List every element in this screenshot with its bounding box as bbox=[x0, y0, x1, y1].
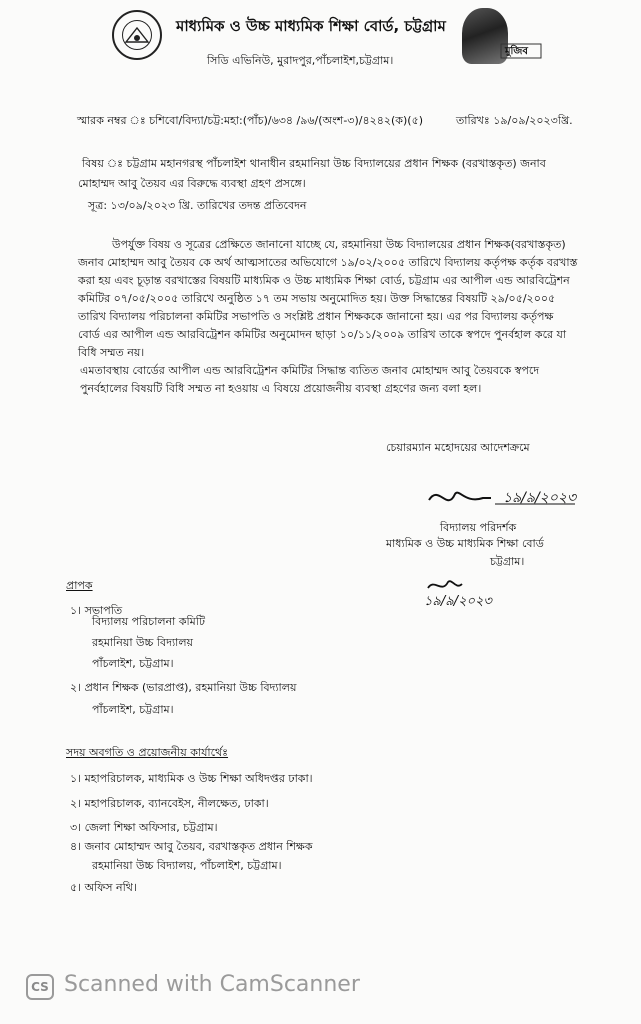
signatory-city: চট্টগ্রাম। bbox=[490, 555, 525, 568]
body-line: এমতাবস্থায় বোর্ডের আপীল এন্ড আরবিট্রেশন কমিটির সিদ্ধান্ত ব্যতিত জনাব মোহাম্মদ আবু তৈয়বকে স্বপদে bbox=[80, 364, 540, 377]
body-line: তারিখ বিদ্যালয় পরিচালনা কমিটির সভাপতি ও সংশ্লিষ্ট প্রধান শিক্ষককে জানানো হয়। এর পর বিদ্যালয় কর্তৃপক্ষ bbox=[78, 310, 554, 323]
copies-heading: সদয় অবগতি ও প্রয়োজনীয় কার্যার্থেঃ bbox=[66, 746, 229, 759]
recipients-heading: প্রাপক bbox=[66, 579, 93, 592]
initial-date: ১৯/৯/২০২৩ bbox=[424, 594, 492, 609]
copy-item: ৪। জনাব মোহাম্মদ আবু তৈয়ব, বরখাস্তকৃত প্রধান শিক্ষক bbox=[70, 840, 313, 853]
signature-image bbox=[425, 478, 585, 518]
board-title: মাধ্যমিক ও উচ্চ মাধ্যমিক শিক্ষা বোর্ড, চট্টগ্রাম bbox=[176, 17, 446, 35]
subject-line-1: বিষয় ঃ চট্টগ্রাম মহানগরস্থ পাঁচলাইশ থানাধীন রহমানিয়া উচ্চ বিদ্যালয়ের প্রধান শিক্ষক (বরখাস্তকৃত) জনাব bbox=[82, 157, 546, 170]
board-address: সিডি এভিনিউ, মুরাদপুর,পাঁচলাইশ,চট্টগ্রাম। bbox=[207, 54, 394, 67]
memo-date: তারিখঃ ১৯/০৯/২০২৩খ্রি. bbox=[456, 114, 573, 127]
copy-item: ৫। অফিস নথি। bbox=[70, 881, 137, 894]
signature-date: ১৯/৯/২০২৩ bbox=[503, 490, 577, 506]
signatory-office: মাধ্যমিক ও উচ্চ মাধ্যমিক শিক্ষা বোর্ড bbox=[386, 537, 544, 550]
source-reference: সূত্র: ১৩/০৯/২০২৩ খ্রি. তারিখের তদন্ত প্রতিবেদন bbox=[88, 199, 307, 212]
copy-item: ১। মহাপরিচালক, মাধ্যমিক ও উচ্চ শিক্ষা অধিদপ্তর ঢাকা। bbox=[70, 772, 313, 785]
recipient-item: ২। প্রধান শিক্ষক (ভারপ্রাপ্ত), রহমানিয়া উচ্চ বিদ্যালয় bbox=[70, 681, 297, 694]
body-line: বোর্ড এর আপীল এন্ড আরবিট্রেশন কমিটির অনুমোদন ছাড়া ১০/১১/২০০৯ তারিখ তাকে স্বপদে পুনর্বহাল করে যা bbox=[78, 328, 567, 341]
body-line: বিধি সম্মত নয়। bbox=[78, 346, 145, 359]
board-emblem-icon bbox=[112, 10, 162, 60]
body-line: পুনর্বহালের বিষয়টি বিধি সম্মত না হওয়ায় এ বিষয়ে প্রয়োজনীয় ব্যবস্থা গ্রহণের জন্য বলা হল। bbox=[80, 382, 482, 395]
recipient-item: ১। সভাপতি bbox=[70, 604, 123, 617]
camscanner-icon: CS bbox=[26, 974, 54, 1000]
body-line: জনাব মোহাম্মদ আবু তৈয়ব কে অর্থ আত্মসাতের অভিযোগে ১৯/০২/২০০৫ তারিখে বিদ্যালয় কর্তৃপক্ষ কর্তৃক বরখাস্ত bbox=[78, 256, 578, 269]
mujib-badge-text: মুজিব bbox=[505, 46, 528, 57]
signatory-designation: বিদ্যালয় পরিদর্শক bbox=[440, 521, 517, 534]
body-line: করা হয় এবং চূড়ান্ত বরখাস্তের বিষয়টি মাধ্যমিক ও উচ্চ মাধ্যমিক শিক্ষা বোর্ড, চট্টগ্রাম এর আপীল এন্ড আরবিট্রেশন bbox=[78, 274, 570, 287]
initial-signature-image bbox=[418, 576, 518, 614]
recipient-item-line: রহমানিয়া উচ্চ বিদ্যালয় bbox=[92, 636, 194, 649]
recipient-item-line: পাঁচলাইশ, চট্টগ্রাম। bbox=[92, 657, 174, 670]
body-line: উপর্যুক্ত বিষয় ও সূত্রের প্রেক্ষিতে জানানো যাচ্ছে যে, রহমানিয়া উচ্চ বিদ্যালয়ের প্রধান শিক্ষক(বরখাস্তকৃত) bbox=[112, 238, 566, 251]
memo-number: স্মারক নম্বর ঃ চশিবো/বিদ্যা/চট্ট:মহা:(পাঁচ)/৬৩৪ /৯৬/(অংশ-৩)/৪২৪২(ক)(৫) bbox=[77, 114, 424, 127]
copy-item: ৩। জেলা শিক্ষা অফিসার, চট্টগ্রাম। bbox=[70, 821, 218, 834]
body-line: কমিটির ০৭/০৫/২০০৫ তারিখে অনুষ্ঠিত ১৭ তম সভায় অনুমোদিত হয়। উক্ত সিদ্ধান্তের বিষয়টি ২৯/০৫/২০০৫ bbox=[78, 292, 556, 305]
order-line: চেয়ারম্যান মহোদয়ের আদেশক্রমে bbox=[386, 441, 530, 454]
mujib-badge bbox=[497, 34, 553, 62]
subject-line-2: মোহাম্মদ আবু তৈয়ব এর বিরুদ্ধে ব্যবস্থা গ্রহণ প্রসঙ্গে। bbox=[78, 177, 306, 190]
copy-item: ২। মহাপরিচালক, ব্যানবেইস, নীলক্ষেত, ঢাকা। bbox=[70, 797, 269, 810]
scanner-watermark: Scanned with CamScanner bbox=[64, 972, 360, 997]
recipient-item-line: বিদ্যালয় পরিচালনা কমিটি bbox=[92, 615, 205, 628]
recipient-item-line: পাঁচলাইশ, চট্টগ্রাম। bbox=[92, 703, 174, 716]
copy-item: রহমানিয়া উচ্চ বিদ্যালয়, পাঁচলাইশ, চট্টগ্রাম। bbox=[92, 859, 282, 872]
